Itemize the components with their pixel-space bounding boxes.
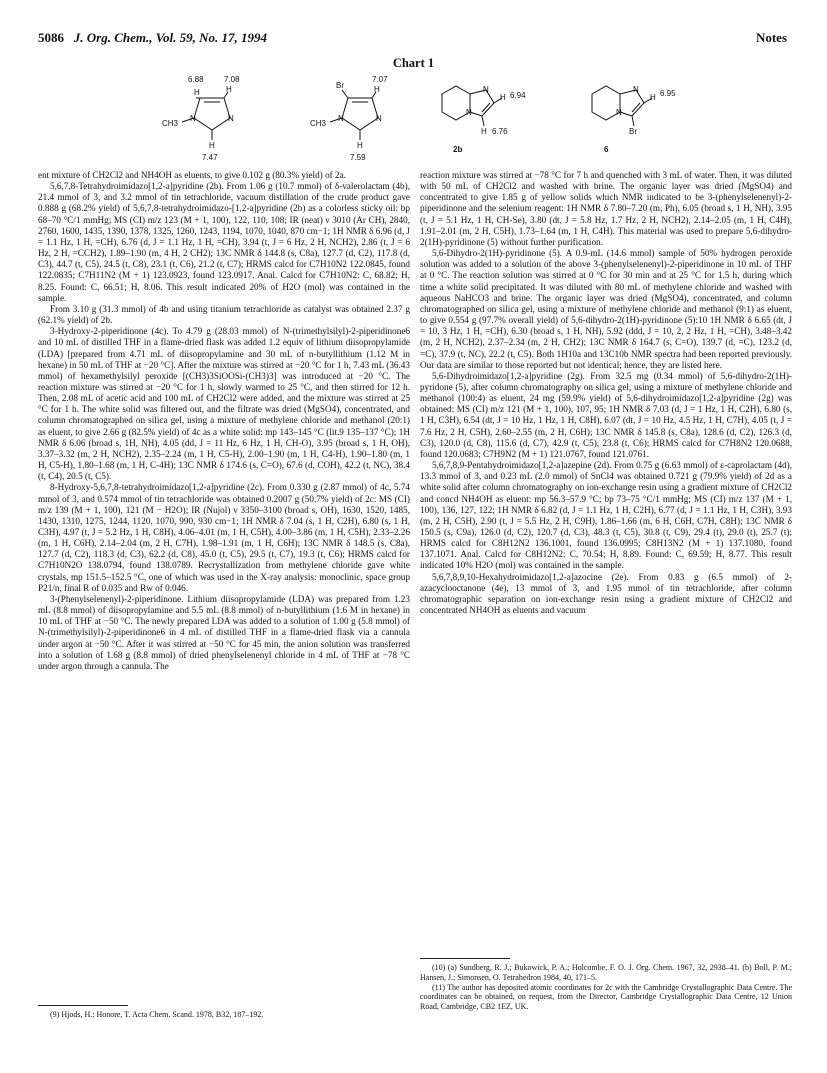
paragraph: 8-Hydroxy-5,6,7,8-tetrahydroimidazo[1,2-a]pyridine (2c). From 0.330 g (2.87 mmol) of 4c, 5.74 mmol of 3, and 0.574 mmol of tin tetrachloride was obtained 0.2007 g (50.7% yield) of 2c: MS (CI) m/z 139 (M + 1, 100), 121 (M − H2O); IR (Nujol) ν 3350–3100 (broad s, OH), 1630, 1520, 1485, 1430, 1310, 1275, 1244, 1120, 1070, 990, 930 cm−1; 1H NMR δ 7.04 (s, 1 H, C2H), 6.80 (s, 1 H, C3H), 4.97 (t, J = 5.2 Hz, 1 H, C8H), 4.06–4.01 (m, 1 H, C5H), 4.00–3.86 (m, 1 H, C5H), 2.33–2.26 (m, 1 H, C6H), 2.14–2.04 (m, 2 H, C7H), 1.98–1.91 (m, 1 H, C6H); 13C NMR δ 148.5 (s, C8a), 127.7 (d, C2), 118.3 (d, C3), 62.2 (d, C8), 45.0 (t, C5), 29.5 (t, C7), 19.3 (t, C6); HRMS calcd for C7H10N2O 138.0794, found 138.0789. Recrystallization from methylene chloride gave white crystals, mp 151.5–152.5 °C, one of which was used in the X-ray analysis: monoclinic, space group P21/n, final R of 0.035 and Rw of 0.046. bbox=[38, 482, 410, 593]
paragraph: 5,6,7,8,9,10-Hexahydroimidazo[1,2-a]azocine (2e). From 0.83 g (6.5 mmol) of 2-azacyclooctanone (4e), 13 mmol of 3, and 1.95 mmol of tin tetrachloride, after column chromatographic separation on ion-exchange resin using a gradient mixture of CH2Cl2 and concentrated NH4OH as eluents and vacuum bbox=[420, 571, 792, 616]
paragraph: ent mixture of CH2Cl2 and NH4OH as eluents, to give 0.102 g (80.3% yield) of 2a. bbox=[38, 170, 346, 180]
s3-shift-right: 6.94 bbox=[510, 91, 526, 100]
paragraph: 3-Hydroxy-2-piperidinone (4c). To 4.79 g (28.03 mmol) of N-(trimethylsilyl)-2-piperidinone6 and 10 mL of distilled THF in a flame-dried flask was added 1.2 equiv of lithium diisopropylamide (LDA) [prepared from 4.71 mL of diisopropylamine and 30 mL of n-butyllithium (1.12 M in hexane) in 50 mL of THF at −20 °C]. After the mixture was stirred at −20 °C for 1 h, 7.43 mL (36.43 mmol) of hexamethylsilyl peroxide [(CH3)3SiOOSi-(CH3)3] was introduced at −20 °C. The reaction mixture was stirred at −20 °C for 1 h, slowly warmed to 25 °C, and then stirred for 12 h. Then, 2.08 mL of acetic acid and 100 mL of CH2Cl2 were added, and the mixture was stirred at 25 °C for 1 h. The white solid was filtered out, and the filtrate was dried (MgSO4), concentrated, and column chromatographed on silica gel, using a mixture of methylene chloride and methanol (20:1) as eluent, to give 2.66 g (82.5% yield) of 4c as a white solid: mp 143–145 °C (lit.9 135–137 °C); 1H NMR δ 6.06 (broad s, 1H, NH), 4.05 (dd, J = 11 Hz, 6 Hz, 1 H, CH-O), 3.95 (broad s, 1 H, OH), 3.37–3.32 (m, 2 H, NCH2), 2.35–2.24 (m, 1 H, C5-H), 2.00–1.90 (m, 1 H, C4-H), 1.90–1.80 (m, 1 H, C5-H), 1.80–1.68 (m, 1 H, C-4H); 13C NMR δ 174.6 (s, C=O), 67.6 (d, COH), 42.2 (t, NC), 38.4 (t, C4), 20.5 (t, C5). bbox=[38, 326, 410, 482]
s1-h-right: H bbox=[226, 85, 232, 94]
s4-n-bridge: N bbox=[616, 108, 622, 117]
s1-ch3: CH3 bbox=[162, 119, 179, 128]
left-column bbox=[38, 170, 410, 672]
footnote: (9) Hjods, H.; Honore, T. Acta Chem. Scand. 1978, B32, 187–192. bbox=[50, 1010, 264, 1019]
s4-label: 6 bbox=[604, 145, 609, 154]
footnotes-right bbox=[420, 963, 792, 1012]
header-left bbox=[38, 30, 267, 46]
s4-h-right: H bbox=[650, 93, 656, 102]
s3-n: N bbox=[483, 85, 489, 94]
s1-h-bottom: H bbox=[209, 141, 215, 150]
s1-n3: N bbox=[228, 114, 234, 123]
s4-shift-right: 6.95 bbox=[660, 89, 676, 98]
s3-h-bottom: H bbox=[481, 127, 487, 136]
s1-shift-bottom: 7.47 bbox=[202, 153, 218, 162]
footnotes-left bbox=[38, 1010, 410, 1020]
s2-h-bottom: H bbox=[357, 141, 363, 150]
footnote-rule bbox=[420, 958, 510, 959]
s3-shift-bottom: 6.76 bbox=[492, 127, 508, 136]
paragraph: 5,6,7,8-Tetrahydroimidazo[1,2-a]pyridine (2b). From 1.06 g (10.7 mmol) of δ-valerolactam (4b), 21.4 mmol of 3, and 3.2 mmol of tin tetrachloride, vacuum distillation of the crude product gave 0.888 g (68.2% yield) of 5,6,7,8-tetrahydroimidazo-[1,2-a]pyridine (2b) as a colorless sticky oil: bp 68–70 °C/1 mmHg; MS (CI) m/z 123 (M + 1, 100), 122, 110, 108; IR (neat) ν 3010 (Ar CH), 2840, 2760, 1600, 1435, 1390, 1378, 1325, 1260, 1243, 1194, 1070, 1040, 870 cm−1; 1H NMR δ 6.96 (d, J = 1.1 Hz, 1 H, =CH), 6.76 (d, J = 1.1 Hz, 1 H, =CH), 3.94 (t, J = 6 Hz, 2 H, NCH2), 2.86 (t, J = 6 Hz, 2 H, =CCH2), 1.89–1.90 (m, 4 H, 2 CH2); 13C NMR δ 144.8 (s, C8a), 127.7 (d, C2), 117.8 (d, C3), 44.7 (t, C5), 24.5 (t, C8), 23.1 (t, C6), 21.2 (t, C7); HRMS calcd for C7H10N2 122.0845, found 122.0835; C7H11N2 (M + 1) 123.0923, found 123.0917. Anal. Calcd for C7H10N2: C, 68.82; H, 8.25. Found: C, 66.51; H, 8.06. This result indicated 20% of H2O (mol) was contained in the sample. bbox=[38, 181, 410, 303]
s1-h-left: H bbox=[194, 88, 200, 97]
footnote: (11) The author has deposited atomic coordinates for 2c with the Cambridge Crystallographic Data Centre. The coordinates can be obtained, on request, from the Director, Cambridge Crystallographic Data Centre, 12 Union Road, Cambridge, CB2 1EZ, UK. bbox=[420, 982, 792, 1012]
s2-h-right: H bbox=[374, 85, 380, 94]
paragraph: 5,6-Dihydroimidazo[1,2-a]pyridine (2g). From 32.5 mg (0.34 mmol) of 5,6-dihydro-2(1H)-pyridone (5), after column chromatography on silica gel, using a mixture of methylene chloride and methanol (100:4) as eluent, 24 mg (59.9% yield) of 5,6-dihydroimidazo[1,2-a]pyridine (2g) was obtained: MS (CI) m/z 121 (M + 1, 100), 107, 95; 1H NMR δ 7.03 (d, J = 1 Hz, 1 H, C2H), 6.80 (s, 1 H, C3H), 6.54 (dt, J = 10 Hz, 1 Hz, 1 H, C8H), 6.07 (dt, J = 10 Hz, 4.5 Hz, 1 H, C7H), 4.05 (t, J = 7.6 Hz, 2 H, C5H), 2.60–2.55 (m, 2 H, C6H); 13C NMR δ 145.8 (s, C8a), 128.6 (d, C2), 126.3 (d, C3), 120.0 (d, C8), 115.6 (d, C7), 42.9 (t, C5), 23.8 (t, C6); HRMS calcd for C7H8N2 120.0688, found 120.0683; C7H9N2 (M + 1) 121.0767, found 121.0761. bbox=[420, 370, 792, 459]
chart-1-structures bbox=[160, 70, 680, 170]
s2-n3: N bbox=[376, 114, 382, 123]
s4-n: N bbox=[633, 85, 639, 94]
paragraph: From 3.10 g (31.3 mmol) of 4b and using titanium tetrachloride as catalyst was obtained 2.37 g (62.1% yield) of 2b. bbox=[38, 303, 410, 326]
footnote: (10) (a) Sundberg, R. J.; Bukowick, P. A.; Holcombe, F. O. J. Org. Chem. 1967, 32, 2938–41. (b) Boll, P. M.; Hansen, J.; Simonsen, O. Tetrahedron 1984, 40, 171–5. bbox=[420, 963, 792, 982]
s4-br: Br bbox=[629, 127, 637, 136]
s1-shift-right: 7.08 bbox=[224, 75, 240, 84]
page-number: 5086 bbox=[38, 30, 64, 45]
paragraph: reaction mixture was stirred at −78 °C for 7 h and quenched with 3 mL of water. Then, it was diluted with 50 mL of CH2Cl2 and washed with brine. The organic layer was dried (MgSO4) and concentrated to give 1.85 g of yellow solids which NMR indicated to be 3-(phenylselenenyl)-2-piperidinone and the selenium reagent: 1H NMR δ 7.80–7.20 (m, Ph), 6.05 (broad s, 1 H, NH), 3.95 (t, J = 5.1 Hz, 1 H, CH-Se), 3.80 (dt, J = 5.8 Hz, 1.7 Hz, 2 H, NCH2), 2.14–2.05 (m, 1 H, C4H), 1.91–2.01 (m, 2 H, C5H), 1.73–1.64 (m, 1 H, C4H). This material was used to prepare 5,6-dihydro-2(1H)-pyridinone (5) without further purification. bbox=[420, 170, 792, 247]
s2-br: Br bbox=[336, 81, 344, 90]
right-column bbox=[420, 170, 792, 616]
running-header bbox=[38, 30, 787, 50]
s1-n1: N bbox=[190, 114, 196, 123]
footnote-rule bbox=[38, 1005, 128, 1006]
s2-shift-right: 7.07 bbox=[372, 75, 388, 84]
chart-title: Chart 1 bbox=[392, 56, 435, 70]
s2-shift-bottom: 7.59 bbox=[350, 153, 366, 162]
s1-shift-left: 6.88 bbox=[188, 75, 204, 84]
s3-n-bridge: N bbox=[466, 108, 472, 117]
s3-h-right: H bbox=[500, 93, 506, 102]
s3-label: 2b bbox=[453, 145, 463, 154]
paragraph: 3-(Phenylselenenyl)-2-piperidinone. Lithium diisopropylamide (LDA) was prepared from 1.23 mL (8.8 mmol) of diisopropylamine and 5.5 mL (8.8 mmol) of n-butyllithium (1.6 M in hexane) in 10 mL of THF at −50 °C. The newly prepared LDA was added to a solution of 1.00 g (5.8 mmol) of N-(trimethylsilyl)-2-piperidinone6 in 4 mL of distilled THF in a flame-dried flask via a cannula under argon at −50 °C. After it was stirred at −50 °C for 45 min, the anion solution was transferred into a solution of 1.68 g (8.8 mmol) of dried phenylselenenyl chloride in 4 mL of THF at −78 °C under argon through a cannula. The bbox=[38, 593, 410, 671]
s2-n1: N bbox=[338, 114, 344, 123]
section-name: Notes bbox=[755, 30, 787, 45]
paragraph: 5,6-Dihydro-2(1H)-pyridinone (5). A 0.9-mL (14.6 mmol) sample of 50% hydrogen peroxide solution was added to a solution of the above 3-(phenylselenenyl)-2-piperidinone in 10 mL of THF at 0 °C. The reaction solution was stirred at 0 °C for 30 min and at 25 °C for 1.5 h, during which time a white solid precipitated. It was diluted with 80 mL of methylene chloride and washed with aqueous NaHCO3 and brine. The organic layer was dried (MgSO4), concentrated, and column chromatographed on silica gel, using a mixture of methylene chloride and methanol (9:1) as eluent, to give 0.554 g (97.7% overall yield) of 5,6-dihydro-2(1H)-pyridinone (5):10 1H NMR δ 6.65 (dt, J = 10, 3 Hz, 1 H, =CH), 6.30 (broad s, 1 H, NH), 5.92 (ddd, J = 10, 2, 2 Hz, 1 H, =CH), 3.48–3.42 (m, 2 H, NCH2), 2.37–2.34 (m, 2 H, CH2); 13C NMR δ 164.7 (s, C=O), 139.7 (d, =C), 123.2 (d, =C), 37.9 (t, NC), 22.2 (t, C5). Both 1H10a and 13C10b NMR spectra had been reported previously. Our data are similar to those reported but not identical; hence, they are listed here. bbox=[420, 248, 792, 370]
s2-ch3: CH3 bbox=[310, 119, 327, 128]
journal-citation: J. Org. Chem., Vol. 59, No. 17, 1994 bbox=[73, 30, 267, 45]
paragraph: 5,6,7,8,9-Pentahydroimidazo[1,2-a]azepine (2d). From 0.75 g (6.63 mmol) of ε-caprolactam (4d), 13.3 mmol of 3, and 0.23 mL (2.0 mmol) of SnCl4 was obtained 0.721 g (79.9% yield) of 2d as a white solid after column chromatography on ion-exchange resin using a gradient mixture of CH2Cl2 and concd NH4OH as eluent: mp 56.3–57.9 °C; bp 73–75 °C/1 mmHg; MS (CI) m/z 137 (M + 1, 100), 136, 127, 122; 1H NMR δ 6.82 (d, J = 1.1 Hz, 1 H, C2H), 6.77 (d, J = 1.1 Hz, 1 H, C3H), 3.93 (m, 2 H, C5H), 2.90 (t, J = 5.5 Hz, 2 H, C9H), 1.86–1.66 (m, 6 H, C6H, C7H, C8H); 13C NMR δ 150.5 (s, C9a), 126.0 (d, C2), 120.7 (d, C3), 48.3 (t, C5), 30.8 (t, C9), 29.4 (t), 29.0 (t), 25.7 (t); HRMS calcd for C8H12N2 136.1001, found 136.0995; C8H13N2 (M + 1) 137.1080, found 137.1071. Anal. Calcd for C8H12N2: C, 70.54; H, 8.89. Found: C, 69.59; H, 8.77. This result indicated 10% H2O (mol) was contained in the sample. bbox=[420, 460, 792, 571]
